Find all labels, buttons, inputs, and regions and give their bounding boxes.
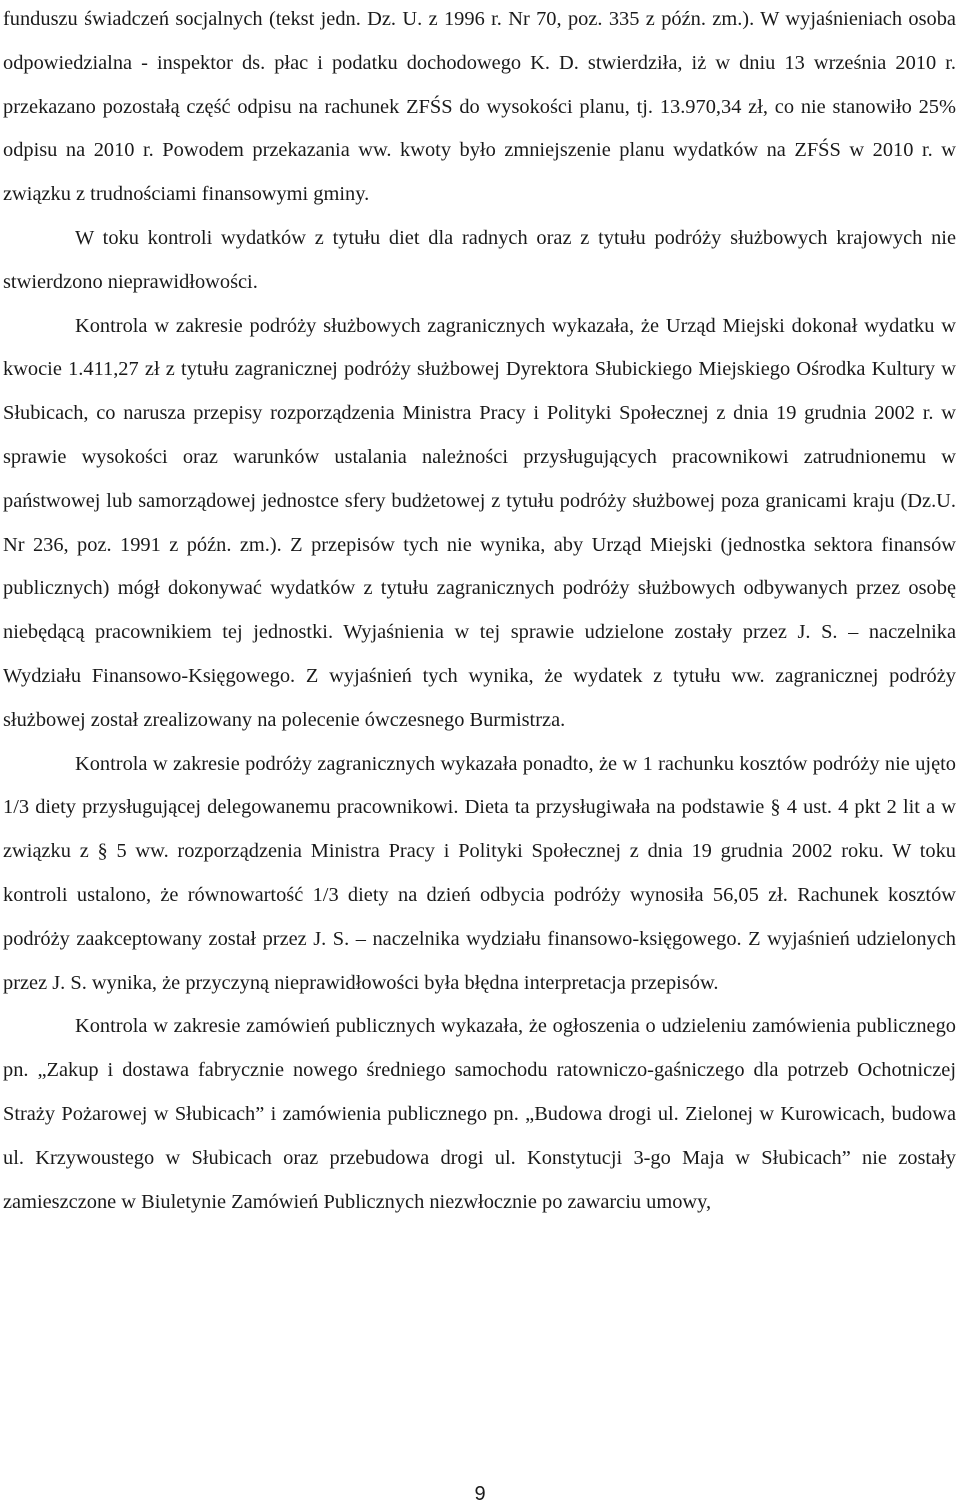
page-number: 9 <box>474 1483 486 1505</box>
paragraph-zfss-transfer: funduszu świadczeń socjalnych (tekst jedn. Dz. U. z 1996 r. Nr 70, poz. 335 z późn. zm.). W wyjaśnieniach osoba odpowiedzialna - inspektor ds. płac i podatku dochodowego K. D. stwierdziła, iż w dniu 13 września 2010 r. przekazano pozostałą część odpisu na rachunek ZFŚS do wysokości planu, tj. 13.970,34 zł, co nie stanowiło 25% odpisu na 2010 r. Powodem przekazania ww. kwoty było zmniejszenie planu wydatków na ZFŚS w 2010 r. w związku z trudnościami finansowymi gminy. <box>3 8 956 206</box>
document-body <box>3 0 956 1224</box>
paragraph-travel-allowance: Kontrola w zakresie podróży zagranicznych wykazała ponadto, że w 1 rachunku kosztów podróży nie ujęto 1/3 diety przysługującej delegowanemu pracownikowi. Dieta ta przysługiwała na podstawie § 4 ust. 4 pkt 2 lit a w związku z § 5 ww. rozporządzenia Ministra Pracy i Polityki Społecznej z dnia 19 grudnia 2002 roku. W toku kontroli ustalono, że równowartość 1/3 diety na dzień odbycia podróży wynosiła 56,05 zł. Rachunek kosztów podróży zaakceptowany został przez J. S. – naczelnika wydziału finansowo-księgowego. Z wyjaśnień udzielonych przez J. S. wynika, że przyczyną nieprawidłowości była błędna interpretacja przepisów. <box>3 752 956 994</box>
paragraph-domestic-travel: W toku kontroli wydatków z tytułu diet dla radnych oraz z tytułu podróży służbowych krajowych nie stwierdzono nieprawidłowości. <box>3 226 956 293</box>
paragraph-foreign-travel: Kontrola w zakresie podróży służbowych zagranicznych wykazała, że Urząd Miejski dokonał wydatku w kwocie 1.411,27 zł z tytułu zagranicznej podróży służbowej Dyrektora Słubickiego Miejskiego Ośrodka Kultury w Słubicach, co narusza przepisy rozporządzenia Ministra Pracy i Polityki Społecznej z dnia 19 grudnia 2002 r. w sprawie wysokości oraz warunków ustalania należności przysługujących pracownikowi zatrudnionemu w państwowej lub samorządowej jednostce sfery budżetowej z tytułu podróży służbowej poza granicami kraju (Dz.U. Nr 236, poz. 1991 z późn. zm.). Z przepisów tych nie wynika, aby Urząd Miejski (jednostka sektora finansów publicznych) mógł dokonywać wydatków z tytułu zagranicznych podróży służbowych odbywanych przez osobę niebędącą pracownikiem tej jednostki. Wyjaśnienia w tej sprawie udzielone zostały przez J. S. – naczelnika Wydziału Finansowo-Księgowego. Z wyjaśnień tych wynika, że wydatek z tytułu ww. zagranicznej podróży służbowej został zrealizowany na polecenie ówczesnego Burmistrza. <box>3 314 956 731</box>
paragraph-public-procurement: Kontrola w zakresie zamówień publicznych wykazała, że ogłoszenia o udzieleniu zamówienia publicznego pn. „Zakup i dostawa fabrycznie nowego średniego samochodu ratowniczo-gaśniczego dla potrzeb Ochotniczej Straży Pożarowej w Słubicach” i zamówienia publicznego pn. „Budowa drogi ul. Zielonej w Kurowicach, budowa ul. Krzywoustego w Słubicach oraz przebudowa drogi ul. Konstytucji 3-go Maja w Słubicach” nie zostały zamieszczone w Biuletynie Zamówień Publicznych niezwłocznie po zawarciu umowy, <box>3 1015 956 1213</box>
